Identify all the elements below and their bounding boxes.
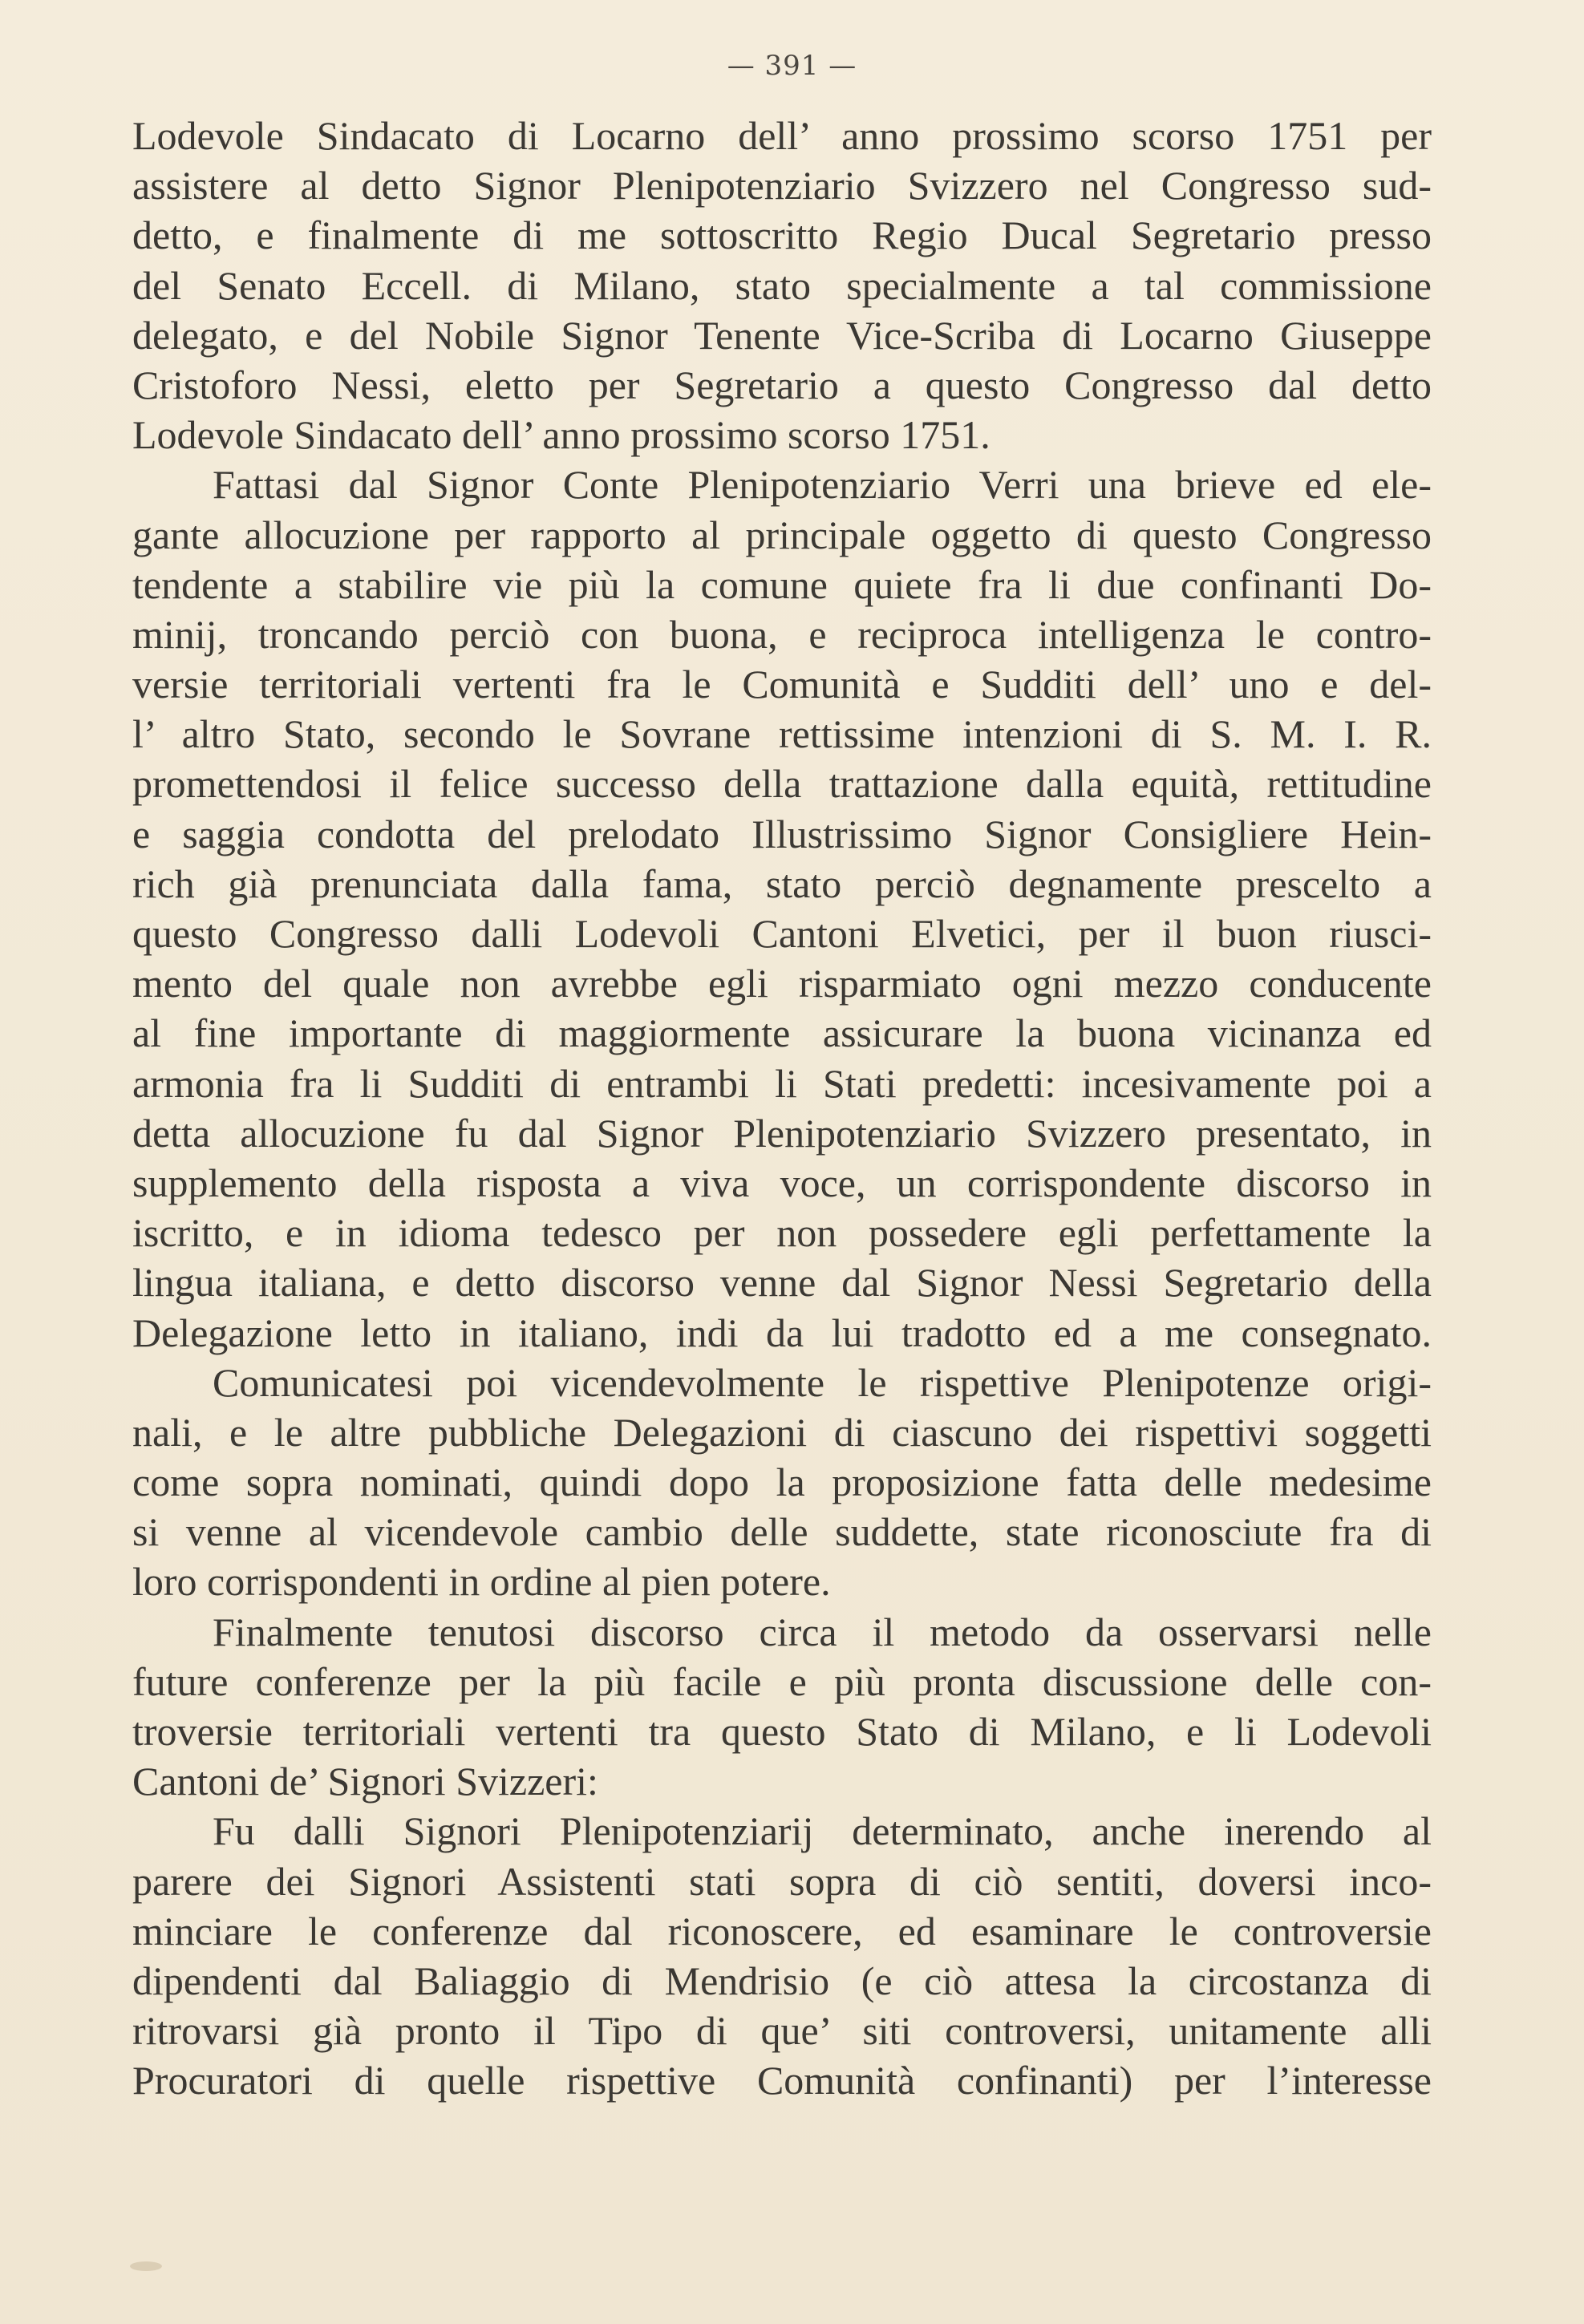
text-line: iscritto, e in idioma tedesco per non possedere egli perfettamente la (132, 1210, 1432, 1256)
text-line: Procuratori di quelle rispettive Comunità confinanti) per l’interesse (132, 2058, 1432, 2103)
text-line: e saggia condotta del prelodato Illustrissimo Signor Consigliere Hein- (132, 811, 1432, 856)
text-line: Fu dalli Signori Plenipotenziarij determinato, anche inerendo al (213, 1808, 1432, 1854)
text-line: ritrovarsi già pronto il Tipo di que’ siti controversi, unitamente alli (132, 2008, 1432, 2054)
text-line: Fattasi dal Signor Conte Plenipotenziario Verri una brieve ed ele- (213, 462, 1432, 508)
text-line: rich già prenunciata dalla fama, stato perciò degnamente prescelto a (132, 860, 1432, 906)
text-line: future conferenze per la più facile e più pronta discussione delle con- (132, 1658, 1432, 1704)
text-line: Cristoforo Nessi, eletto per Segretario a questo Congresso dal detto (132, 362, 1432, 407)
text-line: come sopra nominati, quindi dopo la proposizione fatta delle medesime (132, 1460, 1432, 1505)
text-line: questo Congresso dalli Lodevoli Cantoni Elvetici, per il buon riusci- (132, 911, 1432, 956)
text-line: promettendosi il felice successo della trattazione dalla equità, rettitudine (132, 761, 1432, 807)
text-line: l’ altro Stato, secondo le Sovrane rettissime intenzioni di S. M. I. R. (132, 711, 1432, 757)
text-line: mento del quale non avrebbe egli risparmiato ogni mezzo conducente (132, 961, 1432, 1006)
ink-smudge (130, 2261, 162, 2271)
text-line: delegato, e del Nobile Signor Tenente Vice-Scriba di Locarno Giuseppe (132, 312, 1432, 358)
text-line: versie territoriali vertenti fra le Comunità e Sudditi dell’ uno e del- (132, 662, 1432, 707)
text-line: Cantoni de’ Signori Svizzeri: (132, 1759, 598, 1804)
text-line: del Senato Eccell. di Milano, stato specialmente a tal commissione (132, 262, 1432, 308)
text-line: detto, e finalmente di me sottoscritto Regio Ducal Segretario presso (132, 213, 1432, 258)
text-line: Lodevole Sindacato di Locarno dell’ anno prossimo scorso 1751 per (132, 113, 1432, 158)
text-line: Lodevole Sindacato dell’ anno prossimo scorso 1751. (132, 412, 991, 458)
text-line: nali, e le altre pubbliche Delegazioni di ciascuno dei rispettivi soggetti (132, 1409, 1432, 1455)
text-line: minciare le conferenze dal riconoscere, ed esaminare le controversie (132, 1908, 1432, 1954)
text-line: troversie territoriali vertenti tra questo Stato di Milano, e li Lodevoli (132, 1709, 1432, 1754)
text-line: al fine importante di maggiormente assicurare la buona vicinanza ed (132, 1010, 1432, 1056)
text-line: detta allocuzione fu dal Signor Plenipotenziario Svizzero presentato, in (132, 1110, 1432, 1156)
text-line: tendente a stabilire vie più la comune quiete fra li due confinanti Do- (132, 561, 1432, 607)
body-text (132, 111, 1432, 2106)
text-line: gante allocuzione per rapporto al principale oggetto di questo Congresso (132, 512, 1432, 557)
text-line: Delegazione letto in italiano, indi da lui tradotto ed a me consegnato. (132, 1310, 1432, 1355)
text-line: loro corrispondenti in ordine al pien potere. (132, 1559, 831, 1605)
page-number: — 391 — (727, 50, 857, 82)
text-line: armonia fra li Sudditi di entrambi li Stati predetti: incesivamente poi a (132, 1060, 1432, 1106)
text-line: supplemento della risposta a viva voce, un corrispondente discorso in (132, 1160, 1432, 1205)
text-line: parere dei Signori Assistenti stati sopra di ciò sentiti, doversi inco- (132, 1858, 1432, 1904)
text-line: assistere al detto Signor Plenipotenziario Svizzero nel Congresso sud- (132, 163, 1432, 209)
text-line: Comunicatesi poi vicendevolmente le rispettive Plenipotenze origi- (213, 1359, 1432, 1405)
text-line: minij, troncando perciò con buona, e reciproca intelligenza le contro- (132, 611, 1432, 657)
text-line: dipendenti dal Baliaggio di Mendrisio (e ciò attesa la circostanza di (132, 1958, 1432, 2003)
text-line: lingua italiana, e detto discorso venne dal Signor Nessi Segretario della (132, 1260, 1432, 1306)
text-line: si venne al vicendevole cambio delle suddette, state riconosciute fra di (132, 1509, 1432, 1555)
text-line: Finalmente tenutosi discorso circa il metodo da osservarsi nelle (213, 1609, 1432, 1654)
